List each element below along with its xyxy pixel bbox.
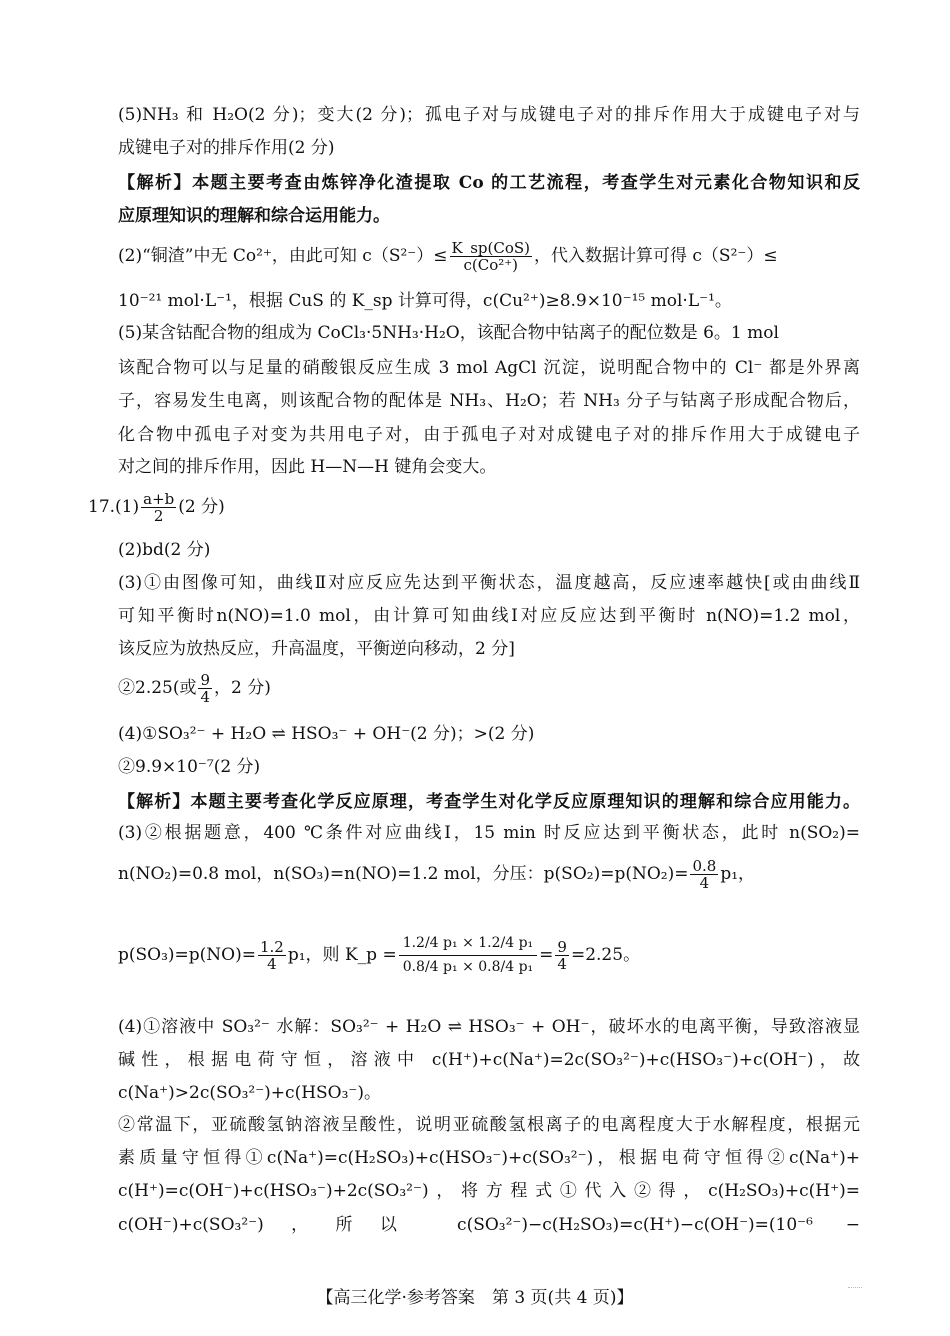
text-line-fraction <box>118 852 860 896</box>
denominator: 4 <box>557 955 567 973</box>
fraction <box>450 240 533 274</box>
text-line-fraction <box>118 668 860 708</box>
kp-equation <box>118 910 860 1000</box>
text-segment: 17.(1) <box>88 497 140 517</box>
text-line: 成键电子对的排斥作用(2 分) <box>118 138 335 158</box>
text-line: 可知平衡时n(NO)=1.0 mol，由计算可知曲线Ⅰ对应反应达到平衡时 n(NO)=1.2 mol， <box>118 606 860 626</box>
analysis-heading: 【解析】本题主要考查由炼锌净化渣提取 Co 的工艺流程，考查学生对元素化合物知识和反 <box>118 173 860 193</box>
text-segment: ，代入数据计算可得 c（S²⁻）≤ <box>534 246 778 266</box>
denominator: 4 <box>267 955 277 973</box>
text-segment: p₁，则 K_p = <box>287 945 397 965</box>
page-footer: 【高三化学·参考答案 第 3 页(共 4 页)】 <box>316 1288 634 1308</box>
kp-numerator: 1.2/4 p₁ × 1.2/4 p₁ <box>399 932 537 956</box>
text-line: c(Na⁺)>2c(SO₃²⁻)+c(HSO₃⁻)。 <box>118 1083 382 1103</box>
analysis-heading: 应原理知识的理解和综合运用能力。 <box>118 206 390 226</box>
text-line: 该反应为放热反应，升高温度，平衡逆向移动，2 分] <box>118 639 515 659</box>
text-line: (3)①由图像可知，曲线Ⅱ对应反应先达到平衡状态，温度越高，反应速率越快[或由曲线Ⅱ <box>118 573 860 593</box>
numerator: 9 <box>200 670 211 689</box>
text-line: 化合物中孤电子对变为共用电子对，由于孤电子对对成键电子对的排斥作用大于成键电子 <box>118 425 860 445</box>
text-segment: = <box>539 945 554 965</box>
text-line: ②常温下，亚硫酸氢钠溶液呈酸性，说明亚硫酸氢根离子的电离程度大于水解程度，根据元 <box>118 1115 860 1135</box>
fraction <box>141 491 176 525</box>
text-segment: n(NO₂)=0.8 mol，n(SO₃)=n(NO)=1.2 mol，分压：p(SO₂)=p(NO₂)= <box>118 864 689 884</box>
question-17-part1 <box>88 487 860 527</box>
corner-mark <box>848 1287 862 1290</box>
text-segment: =2.25。 <box>570 945 641 965</box>
fraction <box>690 858 718 892</box>
numerator: 9 <box>557 937 567 956</box>
text-segment: (2)“铜渣”中无 Co²⁺，由此可知 c（S²⁻）≤ <box>118 246 448 266</box>
text-line: (5)NH₃ 和 H₂O(2 分)；变大(2 分)；孤电子对与成键电子对的排斥作用大于成键电子对与 <box>118 105 860 125</box>
analysis-heading: 【解析】本题主要考查化学反应原理，考查学生对化学反应原理知识的理解和综合应用能力。 <box>118 792 860 812</box>
text-line: (4)①溶液中 SO₃²⁻ 水解：SO₃²⁻ + H₂O ⇌ HSO₃⁻ + OH⁻，破坏水的电离平衡，导致溶液显 <box>118 1017 860 1037</box>
text-line: 该配合物可以与足量的硝酸银反应生成 3 mol AgCl 沉淀，说明配合物中的 Cl⁻ 都是外界离 <box>118 358 860 378</box>
kp-denominator: 0.8/4 p₁ × 0.8/4 p₁ <box>402 959 534 975</box>
text-segment: ，2 分) <box>214 678 271 698</box>
text-segment: p₁， <box>720 864 756 884</box>
numerator: 1.2 <box>260 937 284 956</box>
text-line: c(H⁺)=c(OH⁻)+c(HSO₃⁻)+2c(SO₃²⁻)，将方程式①代入②得，c(H₂SO₃)+c(H⁺)= <box>118 1181 860 1201</box>
numerator: 0.8 <box>692 856 717 875</box>
denominator: 4 <box>200 688 211 706</box>
text-segment: p(SO₃)=p(NO)= <box>118 945 256 965</box>
text-line: (2)bd(2 分) <box>118 540 211 560</box>
kp-fraction <box>399 932 537 980</box>
numerator: K_sp(CoS) <box>451 238 530 257</box>
fraction <box>258 939 286 973</box>
text-line: c(OH⁻)+c(SO₃²⁻)，所以 c(SO₃²⁻)−c(H₂SO₃)=c(H⁺)−c(OH⁻)=(10⁻⁶ − <box>118 1215 860 1235</box>
fraction <box>555 939 569 973</box>
denominator: c(Co²⁺) <box>463 256 519 274</box>
text-line: 对之间的排斥作用，因此 H—N—H 键角会变大。 <box>118 457 497 477</box>
text-segment: ②2.25(或 <box>118 678 197 698</box>
text-line: ②9.9×10⁻⁷(2 分) <box>118 757 261 777</box>
text-line: 子，容易发生电离，则该配合物的配体是 NH₃、H₂O；若 NH₃ 分子与钴离子形成配合物后， <box>118 391 860 411</box>
text-line: 素质量守恒得①c(Na⁺)=c(H₂SO₃)+c(HSO₃⁻)+c(SO₃²⁻)，根据电荷守恒得②c(Na⁺)+ <box>118 1148 860 1168</box>
denominator: 4 <box>699 874 710 892</box>
denominator: 2 <box>153 507 164 525</box>
text-line: (5)某含钴配合物的组成为 CoCl₃·5NH₃·H₂O，该配合物中钴离子的配位数是 6。1 mol <box>118 323 779 343</box>
text-line-fraction <box>118 236 860 276</box>
text-line: 碱性，根据电荷守恒，溶液中 c(H⁺)+c(Na⁺)=2c(SO₃²⁻)+c(HSO₃⁻)+c(OH⁻)，故 <box>118 1050 860 1070</box>
numerator: a+b <box>143 489 175 508</box>
text-line: 10⁻²¹ mol·L⁻¹，根据 CuS 的 K_sp 计算可得，c(Cu²⁺)≥8.9×10⁻¹⁵ mol·L⁻¹。 <box>118 291 732 311</box>
fraction <box>198 672 212 706</box>
text-segment: (2 分) <box>178 497 225 517</box>
text-line: (3)②根据题意，400 ℃条件对应曲线Ⅰ，15 min 时反应达到平衡状态，此时 n(SO₂)= <box>118 823 860 843</box>
text-line: (4)①SO₃²⁻ + H₂O ⇌ HSO₃⁻ + OH⁻(2 分)；>(2 分) <box>118 724 535 744</box>
